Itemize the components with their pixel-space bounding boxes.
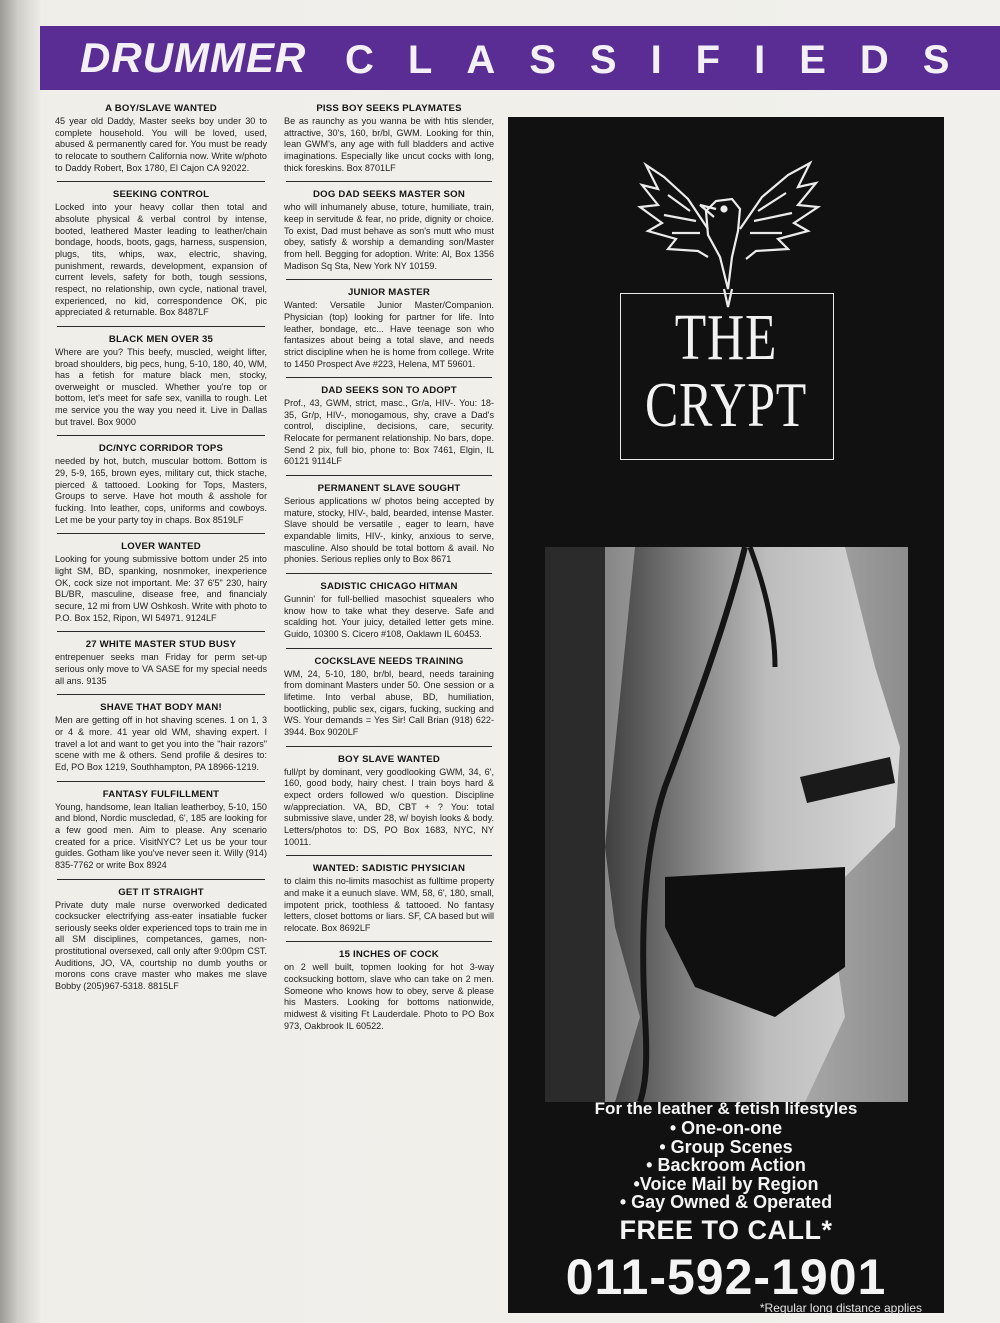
classified-ad [55, 189, 267, 319]
classified-ad [284, 103, 494, 174]
ad-title: DAD SEEKS SON TO ADOPT [321, 385, 457, 397]
promo-feature-item: • Gay Owned & Operated [619, 1192, 833, 1213]
logo-text-crypt: CRYPT [644, 369, 808, 440]
classified-ad [284, 287, 494, 370]
classified-ad [55, 639, 267, 687]
promo-feature-item: •Voice Mail by Region [633, 1173, 819, 1194]
ad-body: on 2 well built, topmen looking for hot 3-way cocksucking bottom, slave who can take on 2 men. Someone who knows how to obey, serve & please his Masters. Looking for bottoms nationwide, midwest & visiting Ft Lauderdale. Photo to PO Box 973, Oakbrook IL 60522. [284, 962, 494, 1031]
ad-title: 27 WHITE MASTER STUD BUSY [85, 639, 237, 651]
ad-divider [57, 435, 265, 436]
classified-ad [284, 754, 494, 849]
ad-body: Private duty male nurse overworked dedicated cocksucker electrifying ass-eater insatiable fucker seriously seeks older experienced tops to train me in all SM disciplines, competances, games, non-prostitutional oversexed, call only after 9:00pm CST. Auditions, JO, VA, courtship no dumb youths or morons cons crave master who makes me slave Bobby (205)967-5318. 8815LF [55, 899, 267, 992]
ad-body: Be as raunchy as you wanna be with htis slender, attractive, 30's, 160, br/bl, GWM. Looking for thin, lean GWM's, any age with full bladders and active imaginations. Especially like uncut cocks with long, thick foreskins. Box 8701LF [284, 116, 494, 173]
ad-body: Serious applications w/ photos being accepted by mature, stocky, HIV-, bald, bearded, intense Master. Slave should be versatile , eager to learn, have expandable limits, HIV-, kinky, anxious to serve, masculine. Also should be total bottom & avail. No phonies. Serious replies only to Box 8671 [284, 496, 494, 565]
classified-ad [284, 656, 494, 739]
classifieds-column-2 [284, 103, 494, 1032]
ad-title: PISS BOY SEEKS PLAYMATES [316, 103, 462, 114]
ad-divider [286, 941, 492, 942]
ad-body: Looking for young submissive bottom under 25 into light SM, BD, spanking, nosnmoker, inexperience OK, cock size not important. Me: 37 6'5" 230, hairy BL/BR, masculine, disease free, and financialy secure, 12 mi from UW Oshkosh. Write with photo to P.O. Box 152, Ripon, WI 54971. 9124LF [55, 554, 267, 623]
classified-ad [55, 334, 267, 429]
ad-divider [57, 631, 265, 632]
footnote: *Regular long distance applies [759, 1301, 922, 1315]
ad-divider [286, 746, 492, 747]
ad-body: who will inhumanely abuse, toture, humiliate, train, keep in servitude & fear, no pride, dignity or choice. To exist, Dad must behave as son's mutt who must obey, satisfy & worship a demanding son/Master from hell. Begging for adoption. Write: Al, Box 1356 Madison Sq Sta, New York NY 10159. [284, 202, 494, 271]
classified-ad [284, 483, 494, 566]
ad-title: A BOY/SLAVE WANTED [105, 103, 217, 114]
ad-body: to claim this no-limits masochist as fulltime property and make it a eunuch slave. WM, 58, 6', 180, small, impotent prick, toothless & tattooed. No fantasy letters, closet bottoms or liars. SF, CA based but will relocate. Box 8692LF [284, 876, 494, 933]
ad-body: Wanted: Versatile Junior Master/Companion. Physician (top) looking for partner for life. Into leather, bondage, etc... Have teenage son who fantasizes about being a total slave, and needs strict discipline when he is home from college. Write to 1450 Prospect Ave #223, Helena, MT 59601. [284, 300, 494, 369]
ad-title: BLACK MEN OVER 35 [108, 333, 214, 345]
ad-divider [57, 694, 265, 695]
ad-divider [286, 279, 492, 280]
ad-divider [286, 181, 492, 182]
logo-text-the: THE [674, 301, 778, 374]
ad-title: JUNIOR MASTER [347, 287, 431, 299]
promo-feature-item: • Backroom Action [646, 1155, 806, 1176]
ad-divider [57, 181, 265, 182]
ad-title: DOG DAD SEEKS MASTER SON [313, 189, 465, 201]
ad-title: 15 INCHES OF COCK [339, 949, 439, 961]
promo-feature-item: • One-on-one [669, 1118, 783, 1138]
ad-divider [286, 475, 492, 476]
crypt-advertisement [508, 117, 944, 1313]
banner-left-word: DRUMMER [80, 34, 307, 81]
ad-title: COCKSLAVE NEEDS TRAINING [314, 655, 464, 667]
ad-divider [286, 855, 492, 856]
classified-ad [284, 189, 494, 272]
advertisement-photo [545, 547, 908, 1102]
classified-ad [55, 443, 267, 526]
ad-title: WANTED: SADISTIC PHYSICIAN [312, 863, 466, 875]
ad-divider [57, 879, 265, 880]
ad-title: DC/NYC CORRIDOR TOPS [98, 443, 224, 455]
banner-right-word: CLASSIFIEDS [345, 38, 984, 82]
classified-ad [284, 949, 494, 1032]
ad-title: SADISTIC CHICAGO HITMAN [320, 581, 458, 593]
ad-divider [57, 781, 265, 782]
ad-body: Locked into your heavy collar then total and absolute physical & verbal control by intense, booted, leathered Master leading to leather/chain bondage, hoods, boots, gags, harness, suspension, plugs, tits, whips, wax, electric, shaving, punishment, rewards, development, expansion of current levels, safety for both, tough sessions, respect, no relationship, own cycle, national travel, experienced, no kid, correspondence OK, pic appreciated & returnable. Box 8487LF [55, 202, 267, 318]
ad-divider [57, 326, 265, 327]
classifieds-banner [40, 26, 1000, 90]
promo-features [508, 1119, 944, 1212]
ad-body: needed by hot, butch, muscular bottom. Bottom is 29, 5-9, 165, brown eyes, military cut, thick stache, pierced & tattooed. Looking for Tops, Masters, Groups to serve. Have hot mouth & asshole for fucking. Into leather, cops, uniforms and cowboys. Let me be your party toy in chaps. Box 8519LF [55, 456, 267, 525]
classified-ad [55, 541, 267, 624]
free-to-call-text: FREE TO CALL* [619, 1215, 833, 1245]
phone-number: 011-592-1901 [565, 1249, 887, 1305]
eagle-icon [628, 139, 828, 311]
ad-body: Where are you? This beefy, muscled, weight lifter, broad shoulders, big pecs, hung, 5-10, 180, 40, WM, has a fetish for mature black men, stocky, overweight or muscled. Whether you're top or bottom, let's meet for safe sex, vanilla to rough. Let me service you the way you need it. Live in Dallas but travel. Box 9000 [55, 346, 267, 427]
ad-divider [286, 377, 492, 378]
ad-body: Prof., 43, GWM, strict, masc., Gr/a, HIV-. You: 18-35, Gr/p, HIV-, monogamous, shy, crave a Dad's control, discipline, decisions, care, security. Relocate for permanent relationship. No bars, dope. Send 2 pix, full bio, phone to: Box 7461, Elgin, IL 60121 9114LF [284, 398, 494, 467]
ad-body: Young, handsome, lean Italian leatherboy, 5-10, 150 and blond, Nordic muscledad, 6', 185 are looking for a few good men. Aim to please. Any scenario created for a price. VisitNYC? Let us be your tour guides. Gotham like you've never seen it. Willy (914) 835-7762 or write Box 8924 [55, 801, 267, 870]
ad-title: SHAVE THAT BODY MAN! [100, 702, 222, 714]
ad-title: LOVER WANTED [121, 541, 201, 553]
ad-body: 45 year old Daddy, Master seeks boy under 30 to complete household. You will be loved, used, abused & permanently cared for. You must be ready to relocate to southern California now. Write w/photo to Daddy Robert, Box 1780, El Cajon CA 92022. [55, 116, 267, 173]
classified-ad [284, 863, 494, 934]
ad-divider [286, 648, 492, 649]
classified-ad [284, 385, 494, 468]
ad-divider [57, 533, 265, 534]
ad-title: SEEKING CONTROL [112, 189, 210, 201]
ad-body: WM, 24, 5-10, 180, br/bl, beard, needs taraining from dominant Masters under 50. One session or a lifetime. Into verbal abuse, BD, humiliation, bootlicking, public sex, cigars, fucking, sucking and WS. Your demands = Yes Sir! Call Brian (918) 622-3944. Box 9020LF [284, 668, 494, 737]
classified-ad [55, 103, 267, 174]
ad-body: Men are getting off in hot shaving scenes. 1 on 1, 3 or 4 & more. 41 year old WM, shaving expert. I travel a lot and want to get you into the "hair razors" scene with me & others. Send profile & desires to: Ed, PO Box 1219, Southhampton, PA 18966-1219. [55, 715, 267, 772]
ad-title: BOY SLAVE WANTED [338, 753, 440, 765]
ad-title: FANTASY FULFILLMENT [102, 788, 220, 800]
ad-divider [286, 573, 492, 574]
ad-body: full/pt by dominant, very goodlooking GWM, 34, 6', 160, good body, hairy chest. I train boys hard & expect orders followed w/o question. Discipline w/appreciation. VA, BD, CBT + ? You: total submissive slave, under 28, w/ boyish looks & body. Letters/photos to: DS, PO Box 1683, NYC, NY 10011. [284, 766, 494, 847]
ad-title: GET IT STRAIGHT [118, 886, 204, 898]
classified-ad [55, 887, 267, 993]
ad-title: PERMANENT SLAVE SOUGHT [317, 483, 461, 495]
classifieds-column-1 [55, 103, 267, 993]
ad-body: entrepenuer seeks man Friday for perm set-up serious only move to VA SASE for my special needs all ans. 9135 [55, 652, 267, 686]
classified-ad [55, 789, 267, 872]
ad-body: Gunnin' for full-bellied masochist squealers who know how to take what they deserve. Safe and scalding hot. Your juicy, detailed letter gets mine. Guido, 10300 S. Cicero #108, Oaklawn IL 60453. [284, 594, 494, 639]
classified-ad [55, 702, 267, 773]
classified-ad [284, 581, 494, 641]
promo-headline: For the leather & fetish lifestyles [594, 1099, 858, 1118]
promo-feature-item: • Group Scenes [659, 1136, 793, 1157]
